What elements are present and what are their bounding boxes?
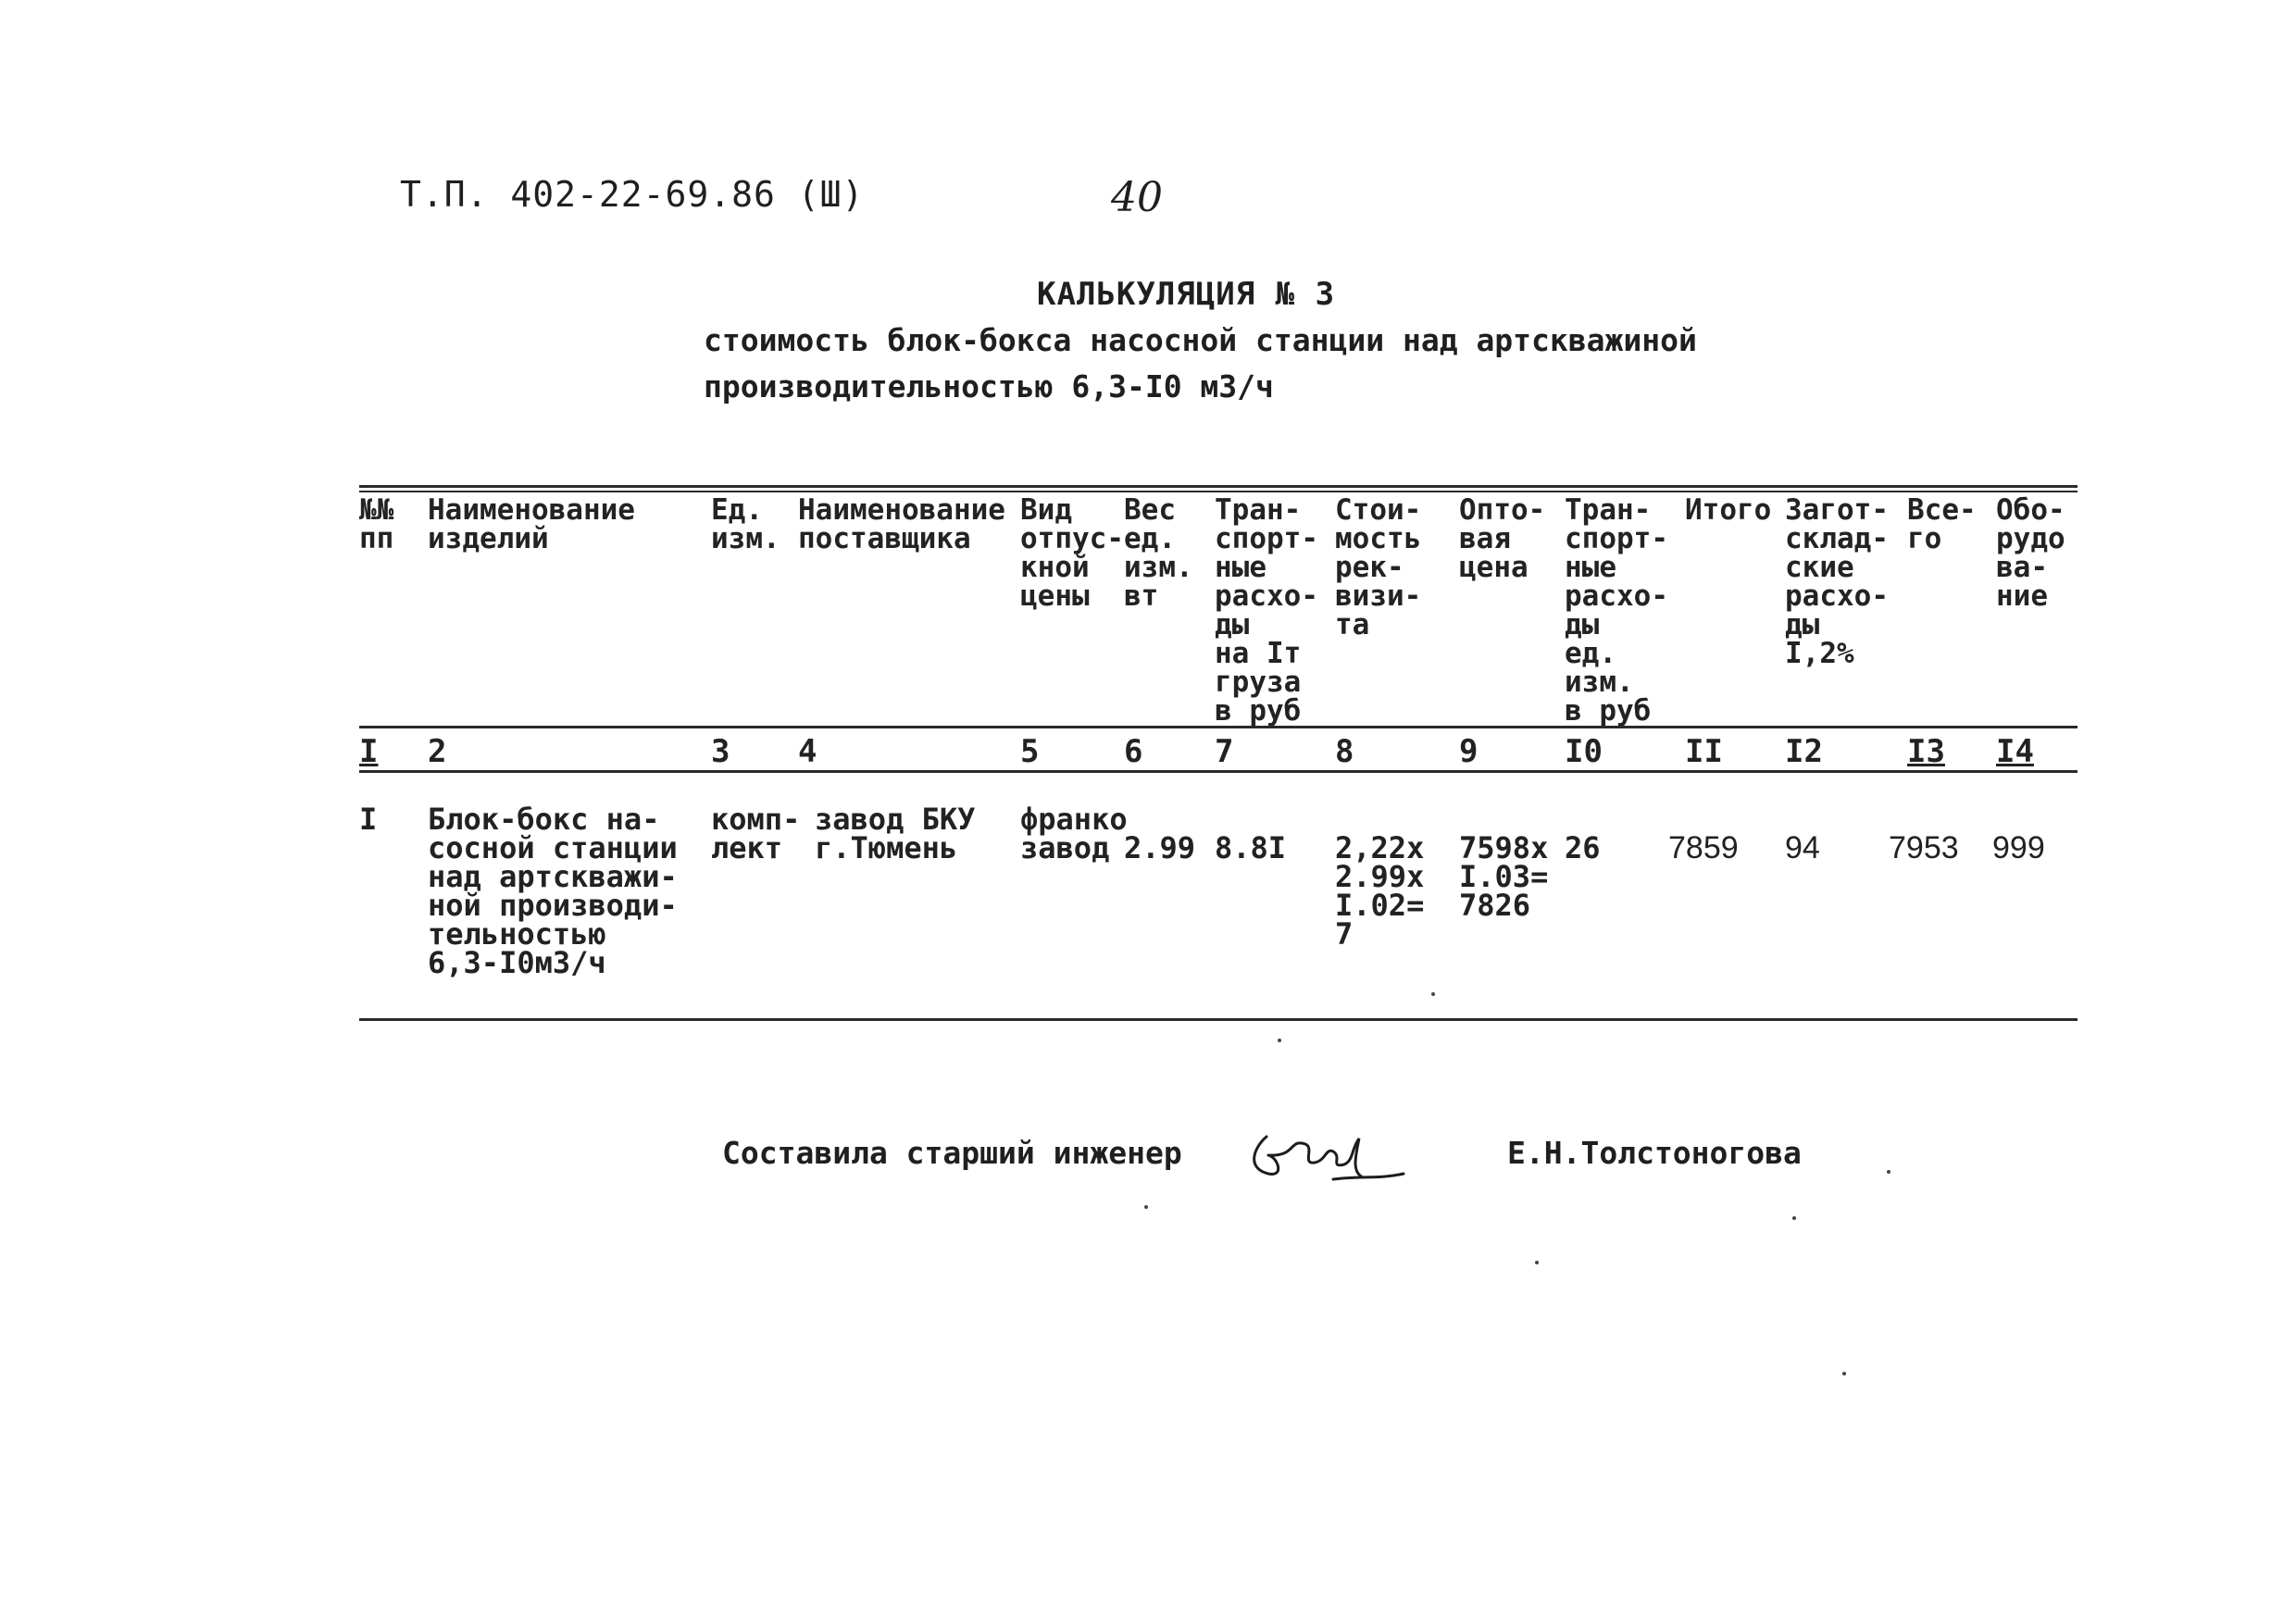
item-requisite-cost: 2,22х 2.99х I.02= 7 xyxy=(1335,830,1425,952)
calculation-subtitle-line2: производительностью 6,3-I0 м3/ч xyxy=(704,368,1274,404)
column-number: 2 xyxy=(428,733,447,770)
column-number: II xyxy=(1685,733,1723,770)
item-subtotal: 7859 xyxy=(1668,830,1739,865)
header-price-type: Вид отпус- кной цены xyxy=(1020,493,1124,613)
header-supplier: Наименование поставщика xyxy=(798,493,1005,555)
table-top-rule xyxy=(359,485,2078,488)
header-requisite-cost: Стои- мость рек- визи- та xyxy=(1335,493,1422,641)
item-storage-costs: 94 xyxy=(1785,830,1820,865)
header-equipment: Обо- рудо ва- ние xyxy=(1996,493,2065,613)
item-transport-per-unit: 26 xyxy=(1565,830,1601,865)
document-code: Т.П. 402-22-69.86 (Ш) xyxy=(400,174,865,215)
item-total: 7953 xyxy=(1889,830,1959,865)
column-number: 8 xyxy=(1335,733,1354,770)
column-number: I0 xyxy=(1565,733,1603,770)
scan-speck xyxy=(1144,1205,1148,1209)
column-number: I2 xyxy=(1785,733,1823,770)
table-bottom-rule xyxy=(359,1018,2078,1021)
signature-label: Составила старший инженер xyxy=(722,1135,1182,1171)
calculation-title: КАЛЬКУЛЯЦИЯ № 3 xyxy=(1037,276,1336,313)
header-transport-per-unit: Тран- спорт- ные расхо- ды ед. изм. в руб xyxy=(1565,493,1668,728)
scan-speck xyxy=(1431,992,1435,996)
header-wholesale-price: Опто- вая цена xyxy=(1459,493,1546,584)
numbers-bottom-rule xyxy=(359,770,2078,773)
item-unit-weight: 2.99 xyxy=(1124,830,1196,865)
calculation-subtitle-line1: стоимость блок-бокса насосной станции над артскважиной xyxy=(704,322,1697,358)
table-top-rule-inner xyxy=(359,491,2078,492)
item-name: Блок-бокс на- сосной станции над артскважи- ной производи- тельностью 6,3-I0м3/ч xyxy=(428,802,678,980)
signer-name: Е.Н.Толстоногова xyxy=(1507,1135,1802,1171)
column-number: 7 xyxy=(1215,733,1234,770)
row-number: I xyxy=(359,802,378,837)
item-unit: комп- лект xyxy=(711,802,801,865)
item-transport-per-ton: 8.8I xyxy=(1215,830,1287,865)
column-number: 3 xyxy=(711,733,730,770)
header-transport-per-ton: Тран- спорт- ные расхо- ды на Iт груза в руб xyxy=(1215,493,1318,728)
signature-mark xyxy=(1241,1120,1407,1194)
header-storage-costs: Загот- склад- ские расхо- ды I,2% xyxy=(1785,493,1889,670)
item-equipment: 999 xyxy=(1992,830,2045,865)
header-item-name: Наименование изделий xyxy=(428,493,635,555)
column-number: 9 xyxy=(1459,733,1479,770)
item-wholesale-price: 7598х I.03= 7826 xyxy=(1459,830,1549,923)
header-subtotal: Итого xyxy=(1685,493,1772,527)
header-unit-weight: Вес ед. изм. вт xyxy=(1124,493,1193,613)
scan-speck xyxy=(1278,1039,1281,1042)
header-unit: Ед. изм. xyxy=(711,493,780,555)
scan-speck xyxy=(1887,1170,1890,1174)
column-number: 4 xyxy=(798,733,817,770)
item-supplier: завод БКУ г.Тюмень xyxy=(815,802,976,865)
scan-speck xyxy=(1535,1261,1539,1264)
column-number: I3 xyxy=(1907,733,1945,770)
column-number: I xyxy=(359,733,379,770)
page-number: 40 xyxy=(1111,174,1163,221)
column-number: I4 xyxy=(1996,733,2034,770)
header-total: Все- го xyxy=(1907,493,1977,555)
column-number: 5 xyxy=(1020,733,1040,770)
item-price-type: франко завод xyxy=(1020,802,1128,865)
column-number: 6 xyxy=(1124,733,1143,770)
header-row-number: №№ пп xyxy=(359,493,394,555)
header-bottom-rule xyxy=(359,726,2078,728)
scan-speck xyxy=(1792,1216,1796,1220)
scan-speck xyxy=(1842,1372,1846,1375)
